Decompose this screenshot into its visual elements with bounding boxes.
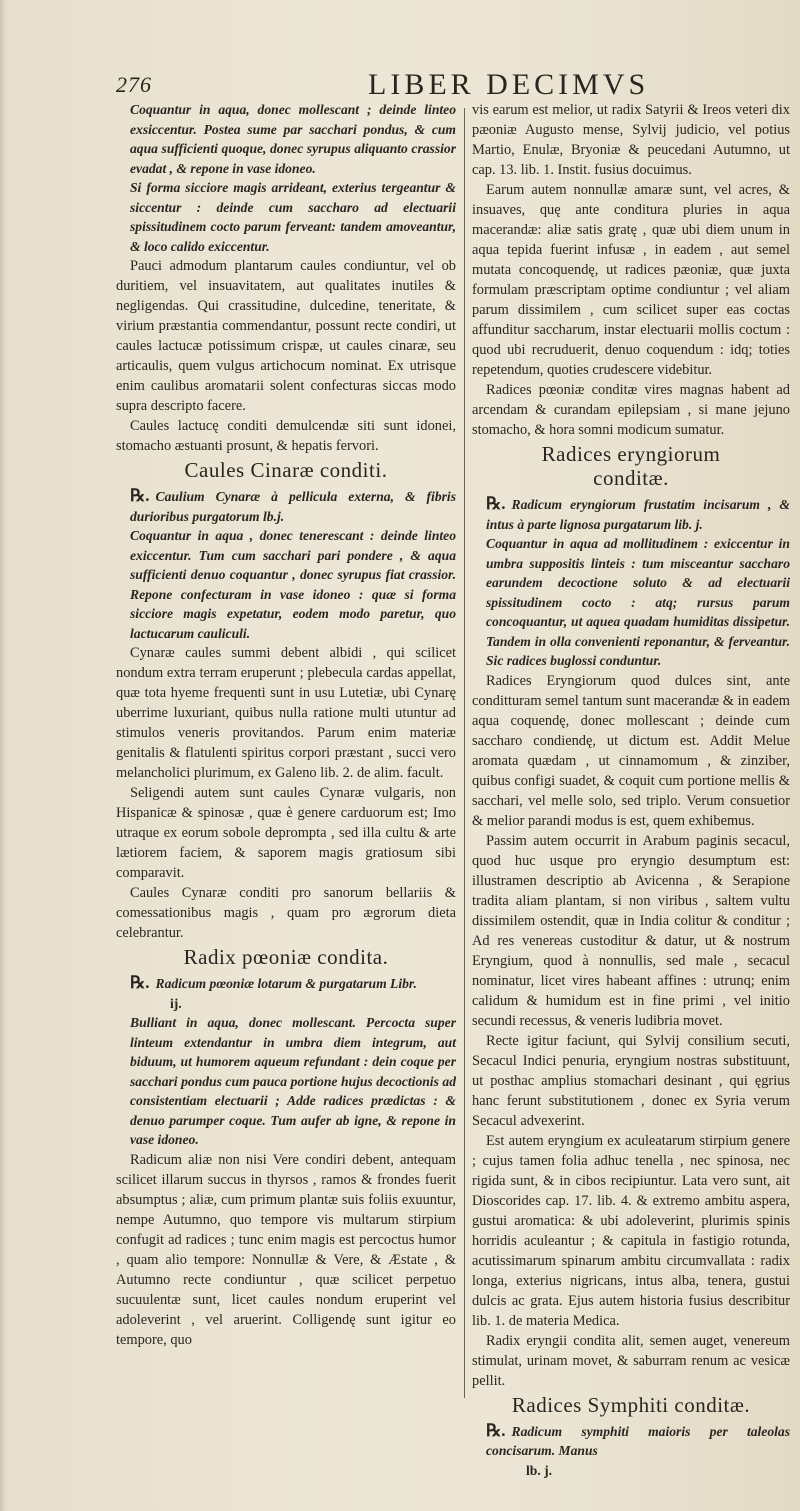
paragraph: Radicum aliæ non nisi Vere condiri debent, antequam scilicet illarum succus in thyrsos , ramos & frondes fuerit absumptus ; aliæ, cum primum plantæ suis foliis exuuntur, nempe Autumno, quo tempore vis multarum stirpium confugit ad radices ; tunc enim magis est percoctus humor , quam alio tempore: Nonnullæ & Vere, & Æstate , & Autumno recte condiuntur , quæ scilicet perpetuo sucuulentæ sunt, licet caules nondum eruperint vel adoleverint , vel aruerint. Colligendę sunt igitur eo tempore, quo	[116, 1151, 456, 1348]
heading-line: Radices eryngiorum	[541, 442, 721, 466]
recipe-weight: lb. j.	[526, 1462, 553, 1478]
paragraph: Pauci admodum plantarum caules condiuntur, vel ob duritiem, vel insuavitatem, aut qualitates inutiles & negligendas. Qui crassitudine, dulcedine, teneritate, & virium præstantia commendantur, possunt recte condiri, ut caules lactucæ potissimum crispæ, ut caules cinaræ, seu articaulis, quem vulgus artichocum nominat. Ex utrisque enim caulibus aromatarii solent confecturas siccas modo supra descripto facere.	[116, 258, 456, 414]
recipe-symbol: ℞.	[130, 973, 150, 992]
recipe-symbol: ℞.	[486, 494, 506, 513]
recipe-line	[472, 1421, 790, 1481]
section-heading: Radices Symphiti conditæ.	[511, 1392, 751, 1417]
paragraph: Seligendi autem sunt caules Cynaræ vulgaris, non Hispanicæ & spinosæ , quæ è genere carduorum est; Imo utraque ex eorum sobole deprompta , sed illa cultu & arte lætiorem faciem, & saporem magis gratiosum sibi comparavit.	[116, 785, 456, 881]
section-heading: Caules Cinaræ conditi.	[184, 458, 388, 482]
recipe-weight: ij.	[170, 995, 182, 1011]
page-number: 276	[116, 72, 152, 97]
recipe-text: Caulium Cynaræ à pellicula externa, & fibris durioribus purgatorum lb.j.	[130, 489, 456, 524]
paragraph: Recte igitur faciunt, qui Sylvij consilium secuti, Secacul Indici penuria, eryngium nostras substituunt, ut posthac amplius stomachari desinant , qui ęgrius hanc ferunt substitutionem , donec ex Syria verum Secacul advexerint.	[472, 1032, 790, 1129]
paragraph: Radix eryngii condita alit, semen auget, venereum stimulat, urinam movet, & saburram renum ac vesicæ pellit.	[472, 1332, 790, 1389]
paragraph: Coquantur in aqua, donec mollescant ; deinde linteo exsiccentur. Postea sume par sacchari pondus, & cum aqua sufficienti quoque, donec syrupus aliquanto crassior evadat , & repone in vase idoneo.	[130, 102, 456, 176]
recipe-line	[472, 494, 790, 534]
paragraph: Caules Cynaræ conditi pro sanorum bellariis & comessationibus magis , quam pro ægrorum dieta celebrantur.	[116, 885, 456, 941]
paragraph: Cynaræ caules summi debent albidi , qui scilicet nondum extra terram eruperunt ; plebecula cardas appellat, quæ tota hyeme frequenti sunt in usu Lutetiæ, ubi Cynarę uberrime luxuriant, quibus nulla ratione multi utuntur ad stimulos veneris provitandos. Parum enim materiæ genitalis & flatulenti spiritus corpori præstant , succi vero melancholici plurimum, ex Galeno lib. 2. de alim. facult.	[116, 645, 456, 781]
paragraph: Radices pœoniæ conditæ vires magnas habent ad arcendam & curandam epilepsiam , si mane jejuno stomacho, & hora somni modicum sumatur.	[472, 382, 790, 438]
section-heading: Radix pœoniæ condita.	[183, 945, 389, 969]
recipe-line	[116, 486, 456, 526]
heading-line: conditæ.	[593, 466, 669, 490]
running-title: LIBER DECIMVS	[368, 68, 650, 101]
paragraph: Caules lactucę conditi demulcendæ siti sunt idonei, stomacho æstuanti prosunt, & hepatis fervori.	[116, 418, 456, 454]
running-header	[0, 68, 800, 102]
paragraph: Earum autem nonnullæ amaræ sunt, vel acres, & insuaves, quę ante conditura pluries in aqua macerandæ: aliæ satis gratę , quæ ubi diem unum in aqua tepida fuerint infusæ , in eadem , aut semel mutata concoquendę, ut radices pæoniæ, quæ juxta formulam præscriptam optime condiuntur ; vel aliam parum dissimilem , cum scilicet super eas coctas affunditur saccharum, instar electuarii mollis coctum : quod ubi recruduerit, denuo coquendum : idq; toties repetendum, quoties crudescere videbitur.	[472, 182, 790, 378]
column-divider	[464, 108, 465, 1398]
recipe-text: Radicum pœoniæ lotarum & purgatarum Libr.	[155, 976, 417, 991]
paragraph: Coquantur in aqua , donec tenerescant : deinde linteo exiccentur. Tum cum sacchari pari pondere , & aqua sufficienti denuo coquantur , donec syrupus fiat crassior. Repone confecturam in vase idoneo : quæ si forma sicciore magis expetatur, eodem modo paretur, quo lactucarum cauliculi.	[130, 528, 456, 641]
paragraph: vis earum est melior, ut radix Satyrii & Ireos veteri dix pæoniæ Augusto mense, Sylvij judicio, vel potius Martio, Enulæ, Bryoniæ & peucedani Autumno, ut cap. 13. lib. 1. Instit. fusius docuimus.	[472, 102, 790, 178]
paragraph: Radices Eryngiorum quod dulces sint, ante conditturam semel tantum sunt macerandæ & in eadem aqua coquendę, donec mollescant ; deinde cum saccharo condiendę, ut dictum est. Addit Melue aromata quædam , ut cinnamomum , & zinziber, quibus configi suadet, & coquit cum portione mellis & sacchari, vel melle solo, sed triplo. Verum consuetior & melior parandi modus is est, quem exhibemus.	[472, 672, 790, 829]
paragraph: Passim autem occurrit in Arabum paginis secacul, quod huc usque pro eryngio desumptum est: illustramen descriptio ab Avicenna , & Serapione tradita aliam plantam, si non viribus , saltem vultu dissimilem ostendit, quæ in India colitur & conditur ; Ad res venereas custoditur & datur, ut & nostrum Eryngium, quod à nonnullis, sed male , secacul nominatur, licet vires habeant affines : utrunq; enim calidum & humidum est in fine primi , vel initio secundi recessus, & veneris ludibria movet.	[472, 832, 790, 1029]
paragraph: Bulliant in aqua, donec mollescant. Percocta super linteum extendantur in umbra diem integrum, aut biduum, ut humorem aqueum refundant : dein coque per sacchari pondus cum pauca portione hujus decoctionis ad consistentiam electuarii ; Adde radices prædictas : & denuo parumper coque. Tum aufer ab igne, & repone in vase idoneo.	[130, 1015, 456, 1147]
paragraph: Est autem eryngium ex aculeatarum stirpium genere ; cujus tamen folia adhuc tenella , nec spinosa, nec rigida sunt, & in cibos recipiuntur. Lata vero sunt, ait Dioscorides cap. 17. lib. 4. & extremo ambitu aspera, gustui aromatica: & ubi adoleverint, plurimis spinis horridis aculeantur ; & capitula in fastigio rotunda, acutissimarum spinarum ambitu circumvallata : radix longa, exterius nigricans, intus alba, tenera, gustui dulcis ac grata. Ejus autem historia fusius describitur lib. 1. de materia Medica.	[472, 1132, 790, 1329]
recipe-text: Radicum eryngiorum frustatim incisarum , & intus à parte lignosa purgatarum lib. j.	[486, 497, 790, 532]
recipe-symbol: ℞.	[130, 486, 150, 505]
recipe-line	[116, 973, 456, 1013]
section-heading	[472, 442, 790, 490]
recipe-symbol: ℞.	[486, 1420, 506, 1440]
left-column	[116, 100, 456, 1350]
paragraph: Coquantur in aqua ad mollitudinem : exiccentur in umbra suppositis linteis : tum misceantur saccharo earundem decoctione soluto & ad electuarii spissitudinem cocto : atq; rursus parum concoquantur, ut aquea quadam humiditas dissipetur. Tandem in olla convenienti reponantur, & ferveantur. Sic radices buglossi conduntur.	[486, 536, 790, 668]
page-gutter-shadow	[0, 0, 6, 1511]
paragraph: Si forma sicciore magis arrideant, exterius tergeantur & siccentur : deinde cum saccharo ad electuarii spissitudinem cocto parum ferveant: tandem amoveantur, & loco calido exiccentur.	[130, 180, 456, 254]
right-column	[472, 100, 790, 1480]
recipe-text: Radicum symphiti maioris per taleolas concisarum. Manus	[486, 1423, 790, 1458]
